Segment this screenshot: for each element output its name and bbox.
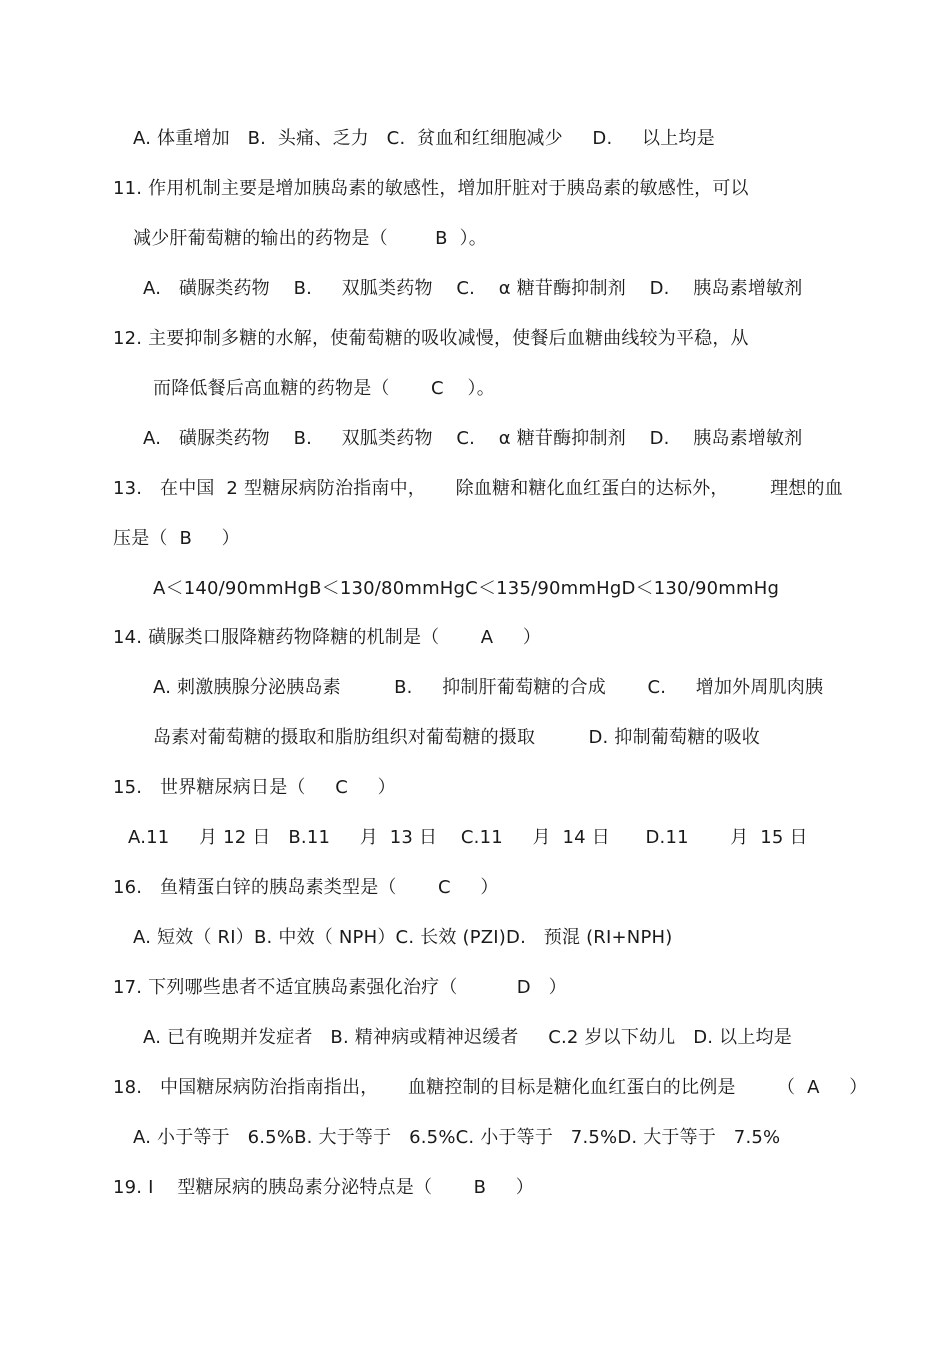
- q18-stem: 18. 中国糖尿病防治指南指出， 血糖控制的目标是糖化血红蛋白的比例是 （ A ）: [113, 1077, 868, 1098]
- q13-stem-line2: 压是（ B ）: [113, 528, 240, 549]
- q14-options-line1: A. 刺激胰腺分泌胰岛素 B. 抑制肝葡萄糖的合成 C. 增加外周肌肉胰: [153, 677, 824, 698]
- q14-stem: 14. 磺脲类口服降糖药物降糖的机制是（ A ）: [113, 627, 542, 648]
- q12-options: A. 磺脲类药物 B. 双胍类药物 C. α 糖苷酶抑制剂 D. 胰岛素增敏剂: [143, 428, 803, 449]
- q16-stem: 16. 鱼精蛋白锌的胰岛素类型是（ C ）: [113, 877, 499, 898]
- q19-stem: 19. I 型糖尿病的胰岛素分泌特点是（ B ）: [113, 1177, 534, 1198]
- q17-stem: 17. 下列哪些患者不适宜胰岛素强化治疗（ D ）: [113, 977, 567, 998]
- q17-options: A. 已有晚期并发症者 B. 精神病或精神迟缓者 C.2 岁以下幼儿 D. 以上均是: [143, 1027, 792, 1048]
- q13-stem-line1: 13. 在中国 2 型糖尿病防治指南中， 除血糖和糖化血红蛋白的达标外， 理想的血: [113, 478, 843, 499]
- q18-options: A. 小于等于 6.5%B. 大于等于 6.5%C. 小于等于 7.5%D. 大于等于 7.5%: [133, 1127, 781, 1148]
- q12-stem-line1: 12. 主要抑制多糖的水解，使葡萄糖的吸收减慢，使餐后血糖曲线较为平稳，从: [113, 328, 749, 349]
- q14-options-line2: 岛素对葡萄糖的摄取和脂肪组织对葡萄糖的摄取 D. 抑制葡萄糖的吸收: [153, 727, 760, 748]
- q15-options: A.11 月 12 日 B.11 月 13 日 C.11 月 14 日 D.11 月 15 日: [128, 827, 808, 848]
- q13-options: A＜140/90mmHgB＜130/80mmHgC＜135/90mmHgD＜130/90mmHg: [153, 578, 780, 599]
- q10-options: A. 体重增加 B. 头痛、乏力 C. 贫血和红细胞减少 D. 以上均是: [133, 128, 715, 149]
- q11-stem-line2: 减少肝葡萄糖的输出的药物是（ B ）。: [133, 228, 487, 249]
- q12-stem-line2: 而降低餐后高血糖的药物是（ C ）。: [153, 378, 495, 399]
- q15-stem: 15. 世界糖尿病日是（ C ）: [113, 777, 396, 798]
- q11-stem-line1: 11. 作用机制主要是增加胰岛素的敏感性，增加肝脏对于胰岛素的敏感性，可以: [113, 178, 749, 199]
- q11-options: A. 磺脲类药物 B. 双胍类药物 C. α 糖苷酶抑制剂 D. 胰岛素增敏剂: [143, 278, 803, 299]
- q16-options: A. 短效（ RI）B. 中效（ NPH）C. 长效 (PZI)D. 预混 (RI+NPH): [133, 927, 673, 948]
